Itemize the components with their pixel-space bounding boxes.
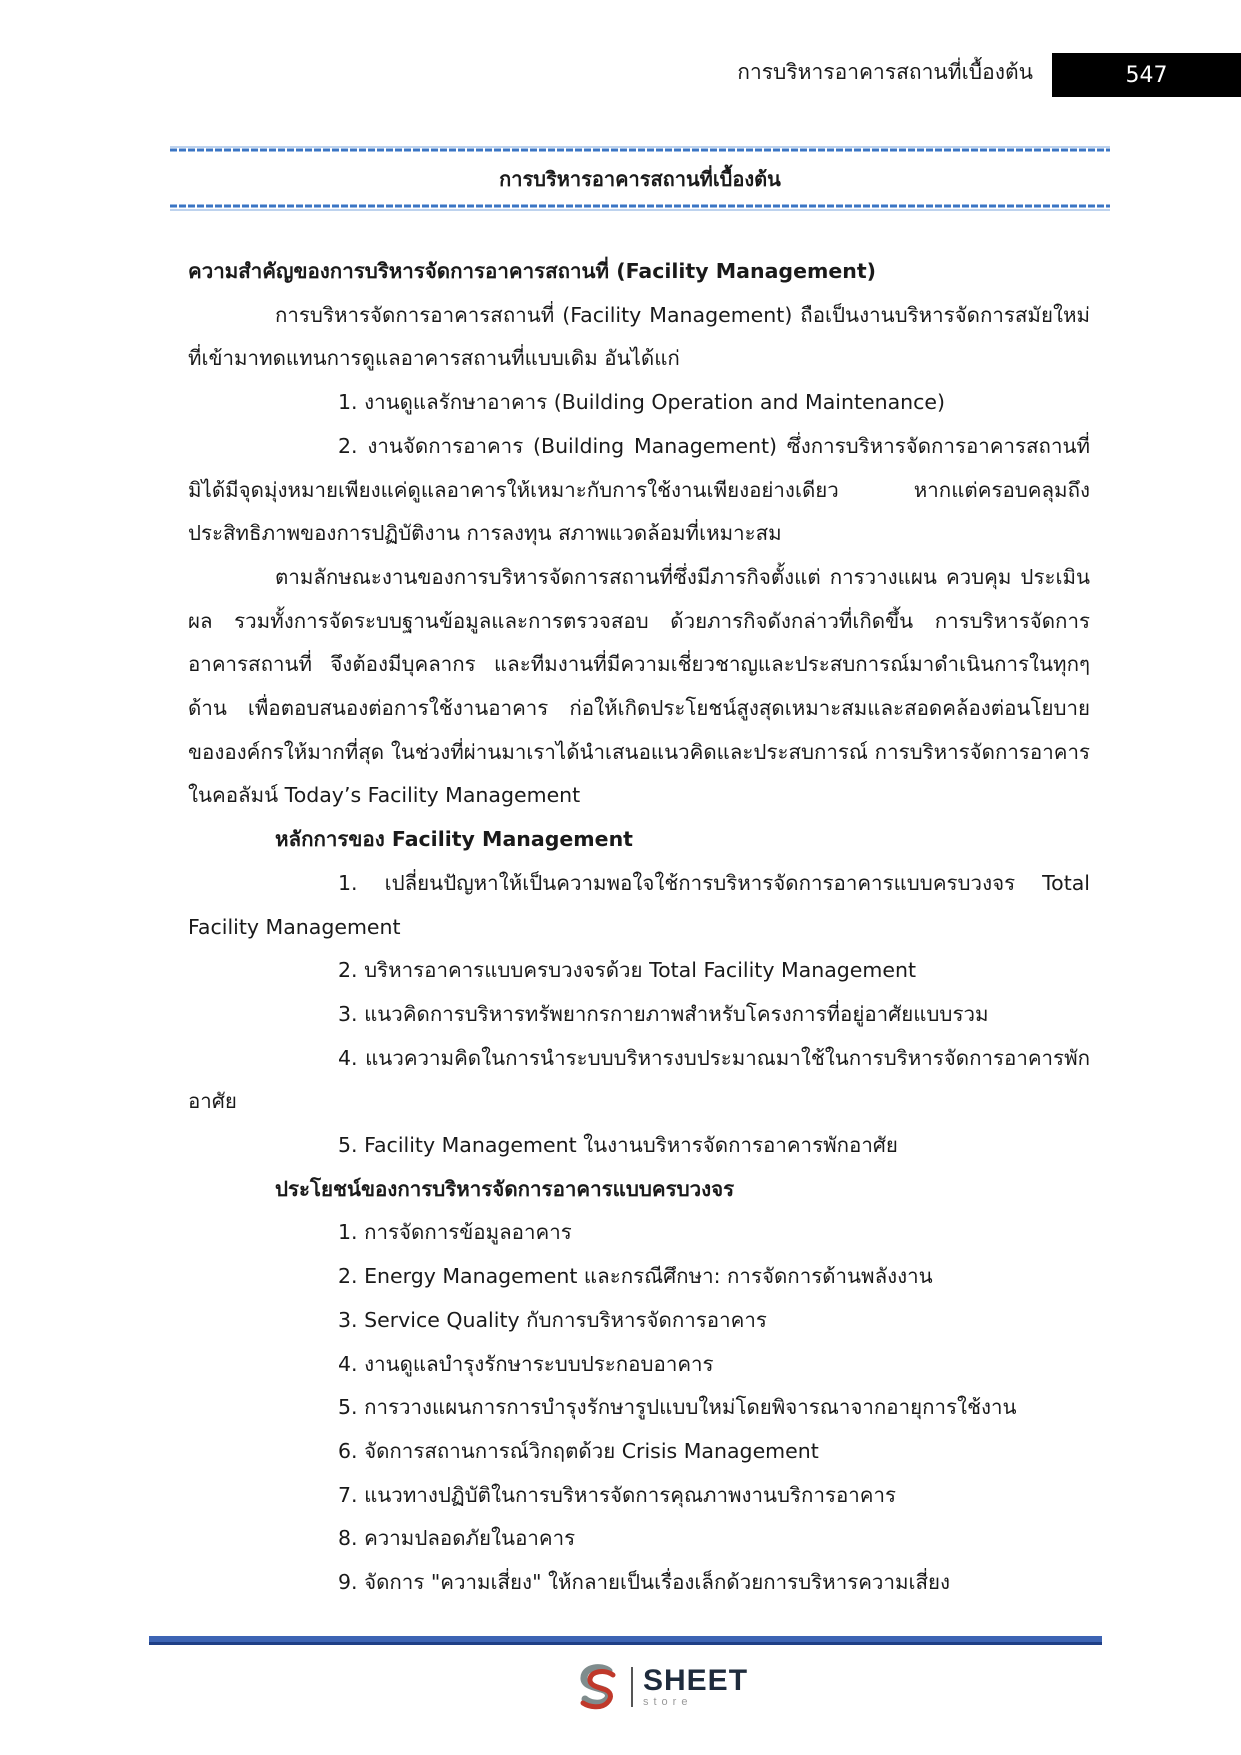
title-banner	[170, 146, 1110, 212]
logo-tagline: store	[643, 1696, 693, 1708]
page-number: 547	[1052, 53, 1241, 97]
body-paragraph: ตามลักษณะงานของการบริหารจัดการสถานที่ซึ่งมีภารกิจตั้งแต่ การวางแผน ควบคุม ประเมินผล รวมทั้งการจัดระบบฐานข้อมูลและการตรวจสอบ ด้วยภารกิจดังกล่าวที่เกิดขึ้น การบริหารจัดการอาคารสถานที่ จึงต้องมีบุคลากร และทีมงานที่มีความเชี่ยวชาญและประสบการณ์มาดำเนินการในทุกๆ ด้าน เพื่อตอบสนองต่อการใช้งานอาคาร ก่อให้เกิดประโยชน์สูงสุดเหมาะสมและสอดคล้องต่อนโยบายขององค์กรให้มากที่สุด ในช่วงที่ผ่านมาเราได้นำเสนอแนวคิดและประสบการณ์ การบริหารจัดการอาคารในคอลัมน์ Today’s Facility Management	[188, 564, 1090, 808]
running-header-title: การบริหารอาคารสถานที่เบื้องต้น	[737, 60, 1033, 84]
logo-wordmark: SHEET	[643, 1664, 749, 1697]
list-item: 1. เปลี่ยนปัญหาให้เป็นความพอใจใช้การบริหารจัดการอาคารแบบครบวงจร Total Facility Management	[188, 870, 1090, 939]
section-heading-importance: ความสำคัญของการบริหารจัดการอาคารสถานที่ (Facility Management)	[188, 259, 877, 283]
list-item: 9. จัดการ "ความเสี่ยง" ให้กลายเป็นเรื่องเล็กด้วยการบริหารความเสี่ยง	[338, 1570, 951, 1595]
logo-s-icon	[575, 1663, 621, 1711]
list-item: 6. จัดการสถานการณ์วิกฤตด้วย Crisis Management	[338, 1438, 819, 1463]
list-item: 5. Facility Management ในงานบริหารจัดการอาคารพักอาศัย	[338, 1133, 898, 1158]
list-item: 7. แนวทางปฏิบัติในการบริหารจัดการคุณภาพงานบริการอาคาร	[338, 1482, 897, 1507]
intro-paragraph: การบริหารจัดการอาคารสถานที่ (Facility Management) ถือเป็นงานบริหารจัดการสมัยใหม่ที่เข้ามาทดแทนการดูแลอาคารสถานที่แบบเดิม อันได้แก่	[188, 302, 1090, 371]
list-item: 1. การจัดการข้อมูลอาคาร	[338, 1220, 572, 1245]
document-body	[188, 250, 1090, 1605]
list-item: 5. การวางแผนการการบำรุงรักษารูปแบบใหม่โดยพิจารณาจากอายุการใช้งาน	[338, 1395, 1017, 1420]
footer-rule	[149, 1636, 1102, 1645]
list-item: 2. บริหารอาคารแบบครบวงจรด้วย Total Facility Management	[338, 958, 917, 983]
section-heading-benefits: ประโยชน์ของการบริหารจัดการอาคารแบบครบวงจร	[275, 1176, 735, 1201]
page-title: การบริหารอาคารสถานที่เบื้องต้น	[499, 167, 781, 191]
list-item: 2. Energy Management และกรณีศึกษา: การจัดการด้านพลังงาน	[338, 1264, 933, 1289]
section-heading-principles: หลักการของ Facility Management	[275, 827, 633, 852]
logo-separator	[631, 1667, 633, 1707]
list-item: 4. แนวความคิดในการนำระบบบริหารงบประมาณมาใช้ในการบริหารจัดการอาคารพักอาศัย	[188, 1045, 1090, 1114]
list-item: 4. งานดูแลบำรุงรักษาระบบประกอบอาคาร	[338, 1351, 714, 1376]
list-item: 2. งานจัดการอาคาร (Building Management) ซึ่งการบริหารจัดการอาคารสถานที่มิได้มีจุดมุ่งหมายเพียงแค่ดูแลอาคารให้เหมาะกับการใช้งานเพียงอย่างเดียว หากแต่ครอบคลุมถึงประสิทธิภาพของการปฏิบัติงาน การลงทุน สภาพแวดล้อมที่เหมาะสม	[188, 433, 1090, 546]
list-item: 8. ความปลอดภัยในอาคาร	[338, 1526, 576, 1551]
list-item: 3. แนวคิดการบริหารทรัพยากรกายภาพสำหรับโครงการที่อยู่อาศัยแบบรวม	[338, 1001, 989, 1026]
list-item: 1. งานดูแลรักษาอาคาร (Building Operation and Maintenance)	[338, 390, 946, 415]
list-item: 3. Service Quality กับการบริหารจัดการอาคาร	[338, 1307, 767, 1332]
sheet-store-logo	[575, 1662, 748, 1712]
